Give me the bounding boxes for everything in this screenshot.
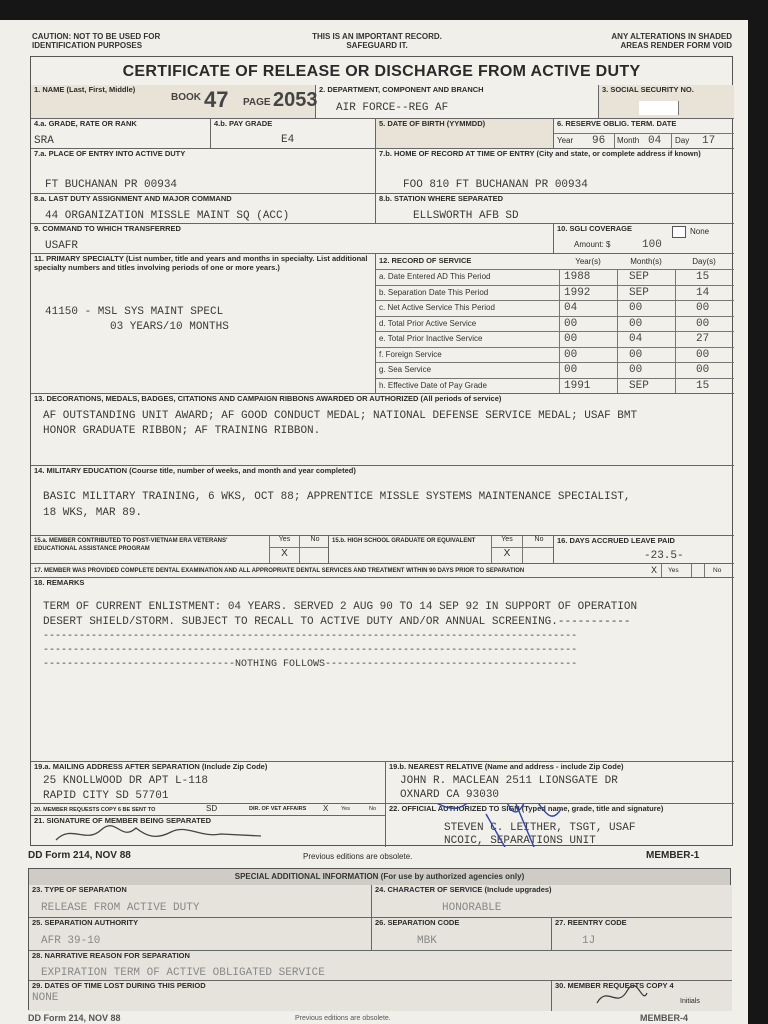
ssn-redacted: [639, 101, 679, 115]
field-22-official-signature: 22. OFFICIAL AUTHORIZED TO SIGN (Typed name, grade, title and signature) STEVEN C. LEITHER, TSGT, USAF NCOIC, SEPARATIONS UNIT: [386, 804, 734, 847]
caution-notice: CAUTION: NOT TO BE USED FOR IDENTIFICATION PURPOSES: [32, 32, 161, 50]
field-19a-mailing-address: 19.a. MAILING ADDRESS AFTER SEPARATION (Include Zip Code) 25 KNOLLWOOD DR APT L-118 RAPID CITY SD 57701: [31, 762, 386, 804]
sgli-none-checkbox[interactable]: [672, 226, 686, 238]
field-23-type-separation: 23. TYPE OF SEPARATION RELEASE FROM ACTIVE DUTY: [29, 885, 372, 918]
stamp-page-number: 2053: [273, 89, 318, 111]
field-13-decorations: 13. DECORATIONS, MEDALS, BADGES, CITATIONS AND CAMPAIGN RIBBONS AWARDED OR AUTHORIZED (All periods of service) AF OUTSTANDING UNIT AWARD; AF GOOD CONDUCT MEDAL; NATIONAL DEFENSE SERVICE MEDAL; USAF BMT HONOR GRADUATE RIBBON; AF TRAINING RIBBON.: [31, 394, 734, 466]
col-days: Day(s): [692, 257, 716, 266]
field-10-sgli: 10. SGLI COVERAGE None Amount: $ 100: [554, 224, 734, 254]
field-28-narrative-reason: 28. NARRATIVE REASON FOR SEPARATION EXPIRATION TERM OF ACTIVE OBLIGATED SERVICE: [29, 951, 732, 981]
field-9-command-transferred: 9. COMMAND TO WHICH TRANSFERRED USAFR: [31, 224, 554, 254]
stamp-page-label: PAGE: [243, 97, 271, 108]
field-7a-place-of-entry: 7.a. PLACE OF ENTRY INTO ACTIVE DUTY FT BUCHANAN PR 00934: [31, 149, 376, 194]
main-form: [30, 56, 733, 846]
field-12-record-of-service: 12. RECORD OF SERVICE Year(s) Month(s) Day(s) a. Date Entered AD This Period 1988 SEP 15 b. Separation Date This Period 1992 SEP 14 c. Net Active Service This Period 04 00 00 d. Total Prior Active Service 00 00 00 e. Total Prior Inactive Service 00 04 27 f. Foreign Service 00 00 00 g. Sea Service 00 00 00 h. Effective Date of Pay Grade 1991 SEP 15: [376, 254, 734, 394]
field-17-dental: 17. MEMBER WAS PROVIDED COMPLETE DENTAL EXAMINATION AND ALL APPROPRIATE DENTAL SERVICES AND TREATMENT WITHIN 90 DAYS PRIOR TO SEPARATION X Yes No: [31, 564, 734, 578]
field-18-remarks: 18. REMARKS TERM OF CURRENT ENLISTMENT: 04 YEARS. SERVED 2 AUG 90 TO 14 SEP 92 IN SUPPORT OF OPERATION DESERT SHIELD/STORM. SUBJECT TO RECALL TO ACTIVE DUTY AND/OR ANNUAL SCREENING.----------- ----------------------------------------------------------------------------------------- ----------------------------------------------------------------------------------------- --------------------------------NOTHING FOLLOWS------------------------------------------: [31, 578, 734, 762]
field-11-primary-specialty: 11. PRIMARY SPECIALTY (List number, title and years and months in specialty. List additional specialty numbers and titles involving periods of one or more years.) 41150 - MSL SYS MAINT SPECL 03 YEARS/10 MONTHS: [31, 254, 376, 394]
col-months: Month(s): [630, 257, 662, 266]
field-15a-veap: 15.a. MEMBER CONTRIBUTED TO POST-VIETNAM ERA VETERANS' EDUCATIONAL ASSISTANCE PROGRAM Yes No X: [31, 536, 329, 564]
service-row-a: a. Date Entered AD This Period 1988 SEP 15: [376, 270, 734, 286]
member-signature-image: [51, 822, 271, 846]
bottom-form-number: DD Form 214, NOV 88: [28, 1013, 121, 1023]
field-8a-last-duty: 8.a. LAST DUTY ASSIGNMENT AND MAJOR COMMAND 44 ORGANIZATION MISSLE MAINT SQ (ACC): [31, 194, 376, 224]
field-20-copy-6: 20. MEMBER REQUESTS COPY 6 BE SENT TO SD DIR. OF VET AFFAIRS X Yes No: [31, 804, 386, 816]
field-15b-high-school: 15.b. HIGH SCHOOL GRADUATE OR EQUIVALENT Yes No X: [329, 536, 554, 564]
special-info-form: SPECIAL ADDITIONAL INFORMATION (For use by authorized agencies only) 23. TYPE OF SEPARATION RELEASE FROM ACTIVE DUTY 24. CHARACTER OF SERVICE (Include upgrades) HONORABLE 25. SEPARATION AUTHORITY AFR 39-10 26. SEPARATION CODE MBK 27. REENTRY CODE 1J 28. NARRATIVE REASON FOR SEPARATION EXPIRATION TERM OF ACTIVE OBLIGATED SERVICE 29. DATES OF TIME LOST DURING THIS PERIOD NONE 30. MEMBER REQUESTS COPY 4 Initials: [28, 868, 731, 1010]
service-row-b: b. Separation Date This Period 1992 SEP 14: [376, 286, 734, 302]
field-26-separation-code: 26. SEPARATION CODE MBK: [372, 918, 552, 951]
service-row-c: c. Net Active Service This Period 04 00 00: [376, 301, 734, 317]
alterations-notice: ANY ALTERATIONS IN SHADED AREAS RENDER FORM VOID: [611, 32, 732, 50]
field-8b-station-separated: 8.b. STATION WHERE SEPARATED ELLSWORTH AFB SD: [376, 194, 734, 224]
field-14-military-education: 14. MILITARY EDUCATION (Course title, number of weeks, and month and year completed) BASIC MILITARY TRAINING, 6 WKS, OCT 88; APPRENTICE MISSLE SYSTEMS MAINTENANCE SPECIALIST, 18 WKS, MAR 89.: [31, 466, 734, 536]
field-1-name: 1. NAME (Last, First, Middle): [31, 85, 316, 119]
important-notice: THIS IS AN IMPORTANT RECORD. SAFEGUARD IT.: [312, 32, 442, 50]
field-4a-grade: 4.a. GRADE, RATE OR RANK SRA: [31, 119, 211, 149]
service-row-h: h. Effective Date of Pay Grade 1991 SEP 15: [379, 379, 710, 392]
initials-mark: [592, 983, 652, 1011]
service-row-g: g. Sea Service 00 00 00: [376, 363, 734, 379]
service-row-e: e. Total Prior Inactive Service 00 04 27: [376, 332, 734, 348]
field-7b-home-of-record: 7.b. HOME OF RECORD AT TIME OF ENTRY (City and state, or complete address if known) FOO 810 FT BUCHANAN PR 00934: [376, 149, 734, 194]
field-29-time-lost: 29. DATES OF TIME LOST DURING THIS PERIOD NONE: [29, 981, 552, 1011]
stamp-book-number: 47: [204, 87, 229, 112]
bottom-copy-label: MEMBER-4: [640, 1013, 689, 1023]
official-signature-image: [386, 804, 606, 847]
veap-yes-box[interactable]: X: [270, 548, 300, 564]
service-table: [376, 269, 734, 394]
field-4b-pay-grade: 4.b. PAY GRADE E4: [211, 119, 376, 149]
field-19b-nearest-relative: 19.b. NEAREST RELATIVE (Name and address - include Zip Code) JOHN R. MACLEAN 2511 LIONSGATE DR OXNARD CA 93030: [386, 762, 734, 804]
form-number: DD Form 214, NOV 88: [28, 850, 131, 861]
service-row-d: d. Total Prior Active Service 00 00 00: [376, 317, 734, 333]
field-16-leave-paid: 16. DAYS ACCRUED LEAVE PAID -23.5-: [554, 536, 734, 564]
field-6-reserve-term: 6. RESERVE OBLIG. TERM. DATE Year 96 Month 04 Day 17: [554, 119, 734, 149]
form-paper: [0, 20, 748, 1024]
recording-stamp: [171, 86, 321, 116]
field-25-separation-authority: 25. SEPARATION AUTHORITY AFR 39-10: [29, 918, 372, 951]
field-21-member-signature: 21. SIGNATURE OF MEMBER BEING SEPARATED: [31, 816, 386, 847]
field-30-copy-4: 30. MEMBER REQUESTS COPY 4 Initials: [552, 981, 732, 1011]
bottom-previous-editions: Previous editions are obsolete.: [295, 1015, 391, 1022]
field-3-ssn: 3. SOCIAL SECURITY NO.: [599, 85, 734, 119]
service-row-f: f. Foreign Service 00 00 00: [376, 348, 734, 364]
field-24-character-service: 24. CHARACTER OF SERVICE (Include upgrades) HONORABLE: [372, 885, 732, 918]
col-years: Year(s): [575, 257, 601, 266]
previous-editions: Previous editions are obsolete.: [303, 852, 413, 861]
form-title: CERTIFICATE OF RELEASE OR DISCHARGE FROM ACTIVE DUTY: [122, 63, 641, 80]
stamp-book-label: BOOK: [171, 92, 201, 103]
copy-label: MEMBER-1: [646, 850, 700, 861]
field-2-department: 2. DEPARTMENT, COMPONENT AND BRANCH AIR FORCE--REG AF: [316, 85, 599, 119]
dental-x: X: [651, 565, 658, 575]
hs-yes-box[interactable]: X: [492, 548, 523, 564]
field-27-reentry-code: 27. REENTRY CODE 1J: [552, 918, 732, 951]
field-5-dob: 5. DATE OF BIRTH (YYMMDD): [376, 119, 554, 149]
